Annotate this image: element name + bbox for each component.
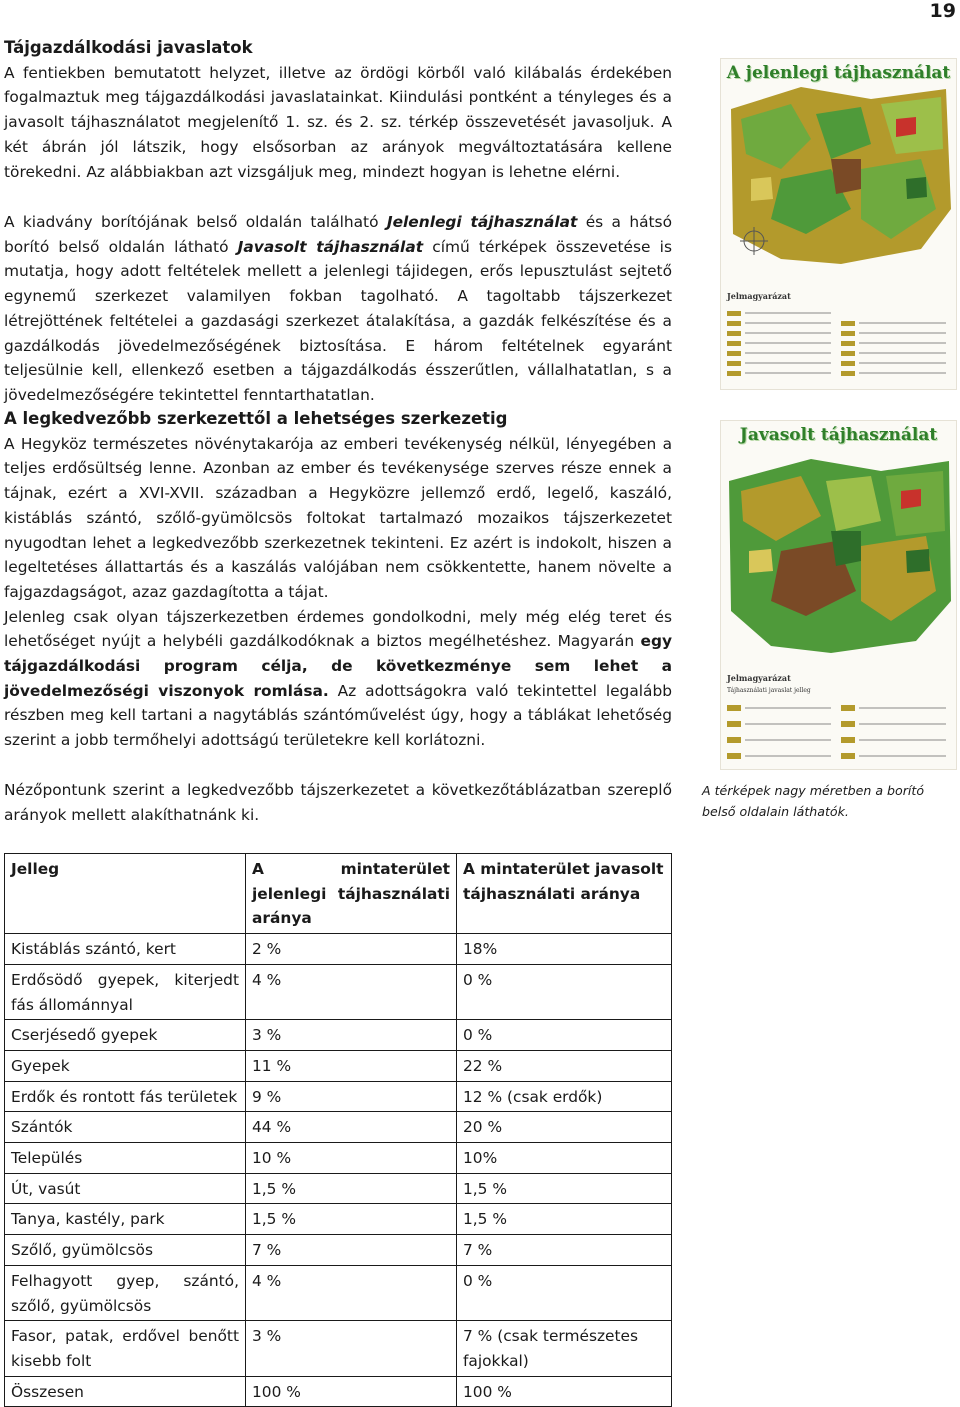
section-viewpoint <box>4 778 672 827</box>
text-run: Az adottságokra való tekintettel legalább részben meg kell tartani a nagytáblás szántóművelést úgy, hogy a táblákat lehetőség szerint a jobb termőhelyi adottságú területekre kell korlátozni. <box>4 681 673 750</box>
paragraph <box>4 210 672 408</box>
table-row <box>5 1235 672 1266</box>
table-row <box>5 1265 672 1320</box>
cell-current-ratio: 4 % <box>246 1265 457 1320</box>
cell-proposed-ratio: 12 % (csak erdők) <box>457 1081 672 1112</box>
table-header-row <box>5 854 672 934</box>
text-run: című térképek összevetése is mutatja, hogy adott feltételek mellett a jelenlegi tájidegen, erős lepusztulást sejtető egynemű szerkezet valamilyen fokban tagolható. A tagoltabb tájszerkezet létrejöttének feltételei a gazdasági szerkezet átalakítása, a gazdák felkészítése és a gazdálkodás jövedelmezőségének biztosítása. E három feltételnek egyaránt teljesülnie kell, ellenkező esetben a tájgazdálkodás ésszerűtlen, vállalhatatlan, s a jövedelmezőségére tekintettel fenntarthatatlan. <box>4 237 672 404</box>
paragraph: Nézőpontunk szerint a legkedvezőbb tájszerkezetet a következőtáblázatban szereplő arányok mellett alakíthatnánk ki. <box>4 781 672 824</box>
paragraph <box>4 605 672 753</box>
cell-jelleg: Szőlő, gyümölcsös <box>5 1235 246 1266</box>
cell-current-ratio: 7 % <box>246 1235 457 1266</box>
cell-jelleg: Fasor, patak, erdővel benőtt kisebb folt <box>5 1321 246 1376</box>
cell-current-ratio: 44 % <box>246 1112 457 1143</box>
table-row <box>5 1020 672 1051</box>
current-land-use-map <box>720 58 957 390</box>
table-row <box>5 1112 672 1143</box>
cell-jelleg: Erdők és rontott fás területek <box>5 1081 246 1112</box>
cell-proposed-ratio: 0 % <box>457 1265 672 1320</box>
cell-proposed-ratio: 7 % (csak természetes fajokkal) <box>457 1321 672 1376</box>
text-run: Jelenleg csak olyan tájszerkezetben érdemes gondolkodni, mely még elég teret és lehetőséget nyújt a helybéli gazdálkodóknak a biztos megélhetéshez. Magyarán <box>4 607 672 651</box>
cell-jelleg: Gyepek <box>5 1050 246 1081</box>
cell-jelleg: Erdősödő gyepek, kiterjedt fás állománnyal <box>5 964 246 1019</box>
cell-jelleg: Felhagyott gyep, szántó, szőlő, gyümölcsös <box>5 1265 246 1320</box>
cell-current-ratio: 11 % <box>246 1050 457 1081</box>
header-jelleg: Jelleg <box>5 854 246 934</box>
cell-proposed-ratio: 1,5 % <box>457 1173 672 1204</box>
page-number: 19 <box>929 0 956 22</box>
cell-proposed-ratio: 18% <box>457 934 672 965</box>
cell-proposed-ratio: 100 % <box>457 1376 672 1407</box>
cell-current-ratio: 1,5 % <box>246 1204 457 1235</box>
proposed-land-use-map <box>720 420 957 770</box>
cell-proposed-ratio: 20 % <box>457 1112 672 1143</box>
section-heading: A legkedvezőbb szerkezettől a lehetséges szerkezetig <box>4 409 508 428</box>
cell-jelleg: Település <box>5 1143 246 1174</box>
paragraph: A Hegyköz természetes növénytakarója az emberi tevékenység nélkül, lényegében a teljes erdősültség lenne. Azonban az ember és tevékenysége szerves része ennek a tájnak, ezért a XVI-XVII. században a Hegyközre jellemző erdő, legelő, kaszáló, kistáblás szántó, szőlő-gyümölcsös foltokat tartalmazó mozaikos tájszerkezetet nyugodtan lehet a legkedvezőbb szerkezetnek tekinteni. Ez azért is indokolt, hiszen a legeltetéses állattartás és a kaszálás valójában nem csökkentette, hanem növelte a fajgazdagságot, azaz gazdagította a tájat. <box>4 434 672 601</box>
cell-jelleg: Tanya, kastély, park <box>5 1204 246 1235</box>
cell-proposed-ratio: 0 % <box>457 964 672 1019</box>
table-row <box>5 1081 672 1112</box>
cell-current-ratio: 3 % <box>246 1321 457 1376</box>
cell-current-ratio: 4 % <box>246 964 457 1019</box>
table-row <box>5 934 672 965</box>
cell-proposed-ratio: 1,5 % <box>457 1204 672 1235</box>
table-row <box>5 1173 672 1204</box>
cell-current-ratio: 1,5 % <box>246 1173 457 1204</box>
legend-subtitle: Tájhasználati javaslat jelleg <box>727 687 811 694</box>
cell-jelleg: Összesen <box>5 1376 246 1407</box>
emphasis-current-land-use: Jelenlegi tájhasználat <box>386 213 578 231</box>
map-title: A jelenlegi tájhasználat <box>726 63 951 83</box>
legend-title: Jelmagyarázat <box>727 673 791 683</box>
header-proposed-ratio: A mintaterület javasolt tájhasználati aránya <box>457 854 672 934</box>
section-structure <box>4 407 672 753</box>
cell-jelleg: Út, vasút <box>5 1173 246 1204</box>
legend-title: Jelmagyarázat <box>727 291 791 301</box>
map-graphic <box>721 421 956 769</box>
cell-jelleg: Kistáblás szántó, kert <box>5 934 246 965</box>
table-row <box>5 1143 672 1174</box>
map-title: Javasolt tájhasználat <box>739 425 938 445</box>
land-use-ratio-table <box>4 853 672 1407</box>
table-row <box>5 1204 672 1235</box>
text-run: és a hátsó borító belső oldalán látható <box>4 213 672 256</box>
cell-current-ratio: 3 % <box>246 1020 457 1051</box>
section-map-comparison <box>4 210 672 408</box>
bold-statement: egy tájgazdálkodási program célja, de következménye sem lehet a jövedelmezőségi viszonyok romlása. <box>4 632 672 700</box>
cell-current-ratio: 2 % <box>246 934 457 965</box>
cell-current-ratio: 9 % <box>246 1081 457 1112</box>
cell-jelleg: Cserjésedő gyepek <box>5 1020 246 1051</box>
cell-current-ratio: 10 % <box>246 1143 457 1174</box>
cell-proposed-ratio: 7 % <box>457 1235 672 1266</box>
section-landscape-proposals <box>4 36 672 184</box>
table-row <box>5 1321 672 1376</box>
header-current-ratio: A mintaterület jelenlegi tájhasználati aránya <box>246 854 457 934</box>
paragraph: A fentiekben bemutatott helyzet, illetve az ördögi körből való kilábalás érdekében fogalmaztuk meg tájgazdálkodási javaslatainkat. Kiindulási pontként a tényleges és a javasolt tájhasználatot megjelenítő 1. sz. és 2. sz. térkép összevetését javasoljuk. A két ábrán jól látszik, hogy elsősorban az arányok megváltoztatására kellene törekedni. Az alábbiakban azt vizsgáljuk meg, mindezt hogyan is lehetne elérni. <box>4 63 672 181</box>
cell-proposed-ratio: 22 % <box>457 1050 672 1081</box>
cell-current-ratio: 100 % <box>246 1376 457 1407</box>
table-row <box>5 1376 672 1407</box>
map-graphic <box>721 59 956 389</box>
table-row <box>5 1050 672 1081</box>
cell-proposed-ratio: 0 % <box>457 1020 672 1051</box>
text-run: A kiadvány borítójának belső oldalán található <box>4 213 387 231</box>
map-caption: A térképek nagy méretben a borító belső oldalain láthatók. <box>702 783 925 819</box>
table-row <box>5 964 672 1019</box>
cell-jelleg: Szántók <box>5 1112 246 1143</box>
cell-proposed-ratio: 10% <box>457 1143 672 1174</box>
section-heading: Tájgazdálkodási javaslatok <box>4 38 253 57</box>
emphasis-proposed-land-use: Javasolt tájhasználat <box>237 237 424 256</box>
